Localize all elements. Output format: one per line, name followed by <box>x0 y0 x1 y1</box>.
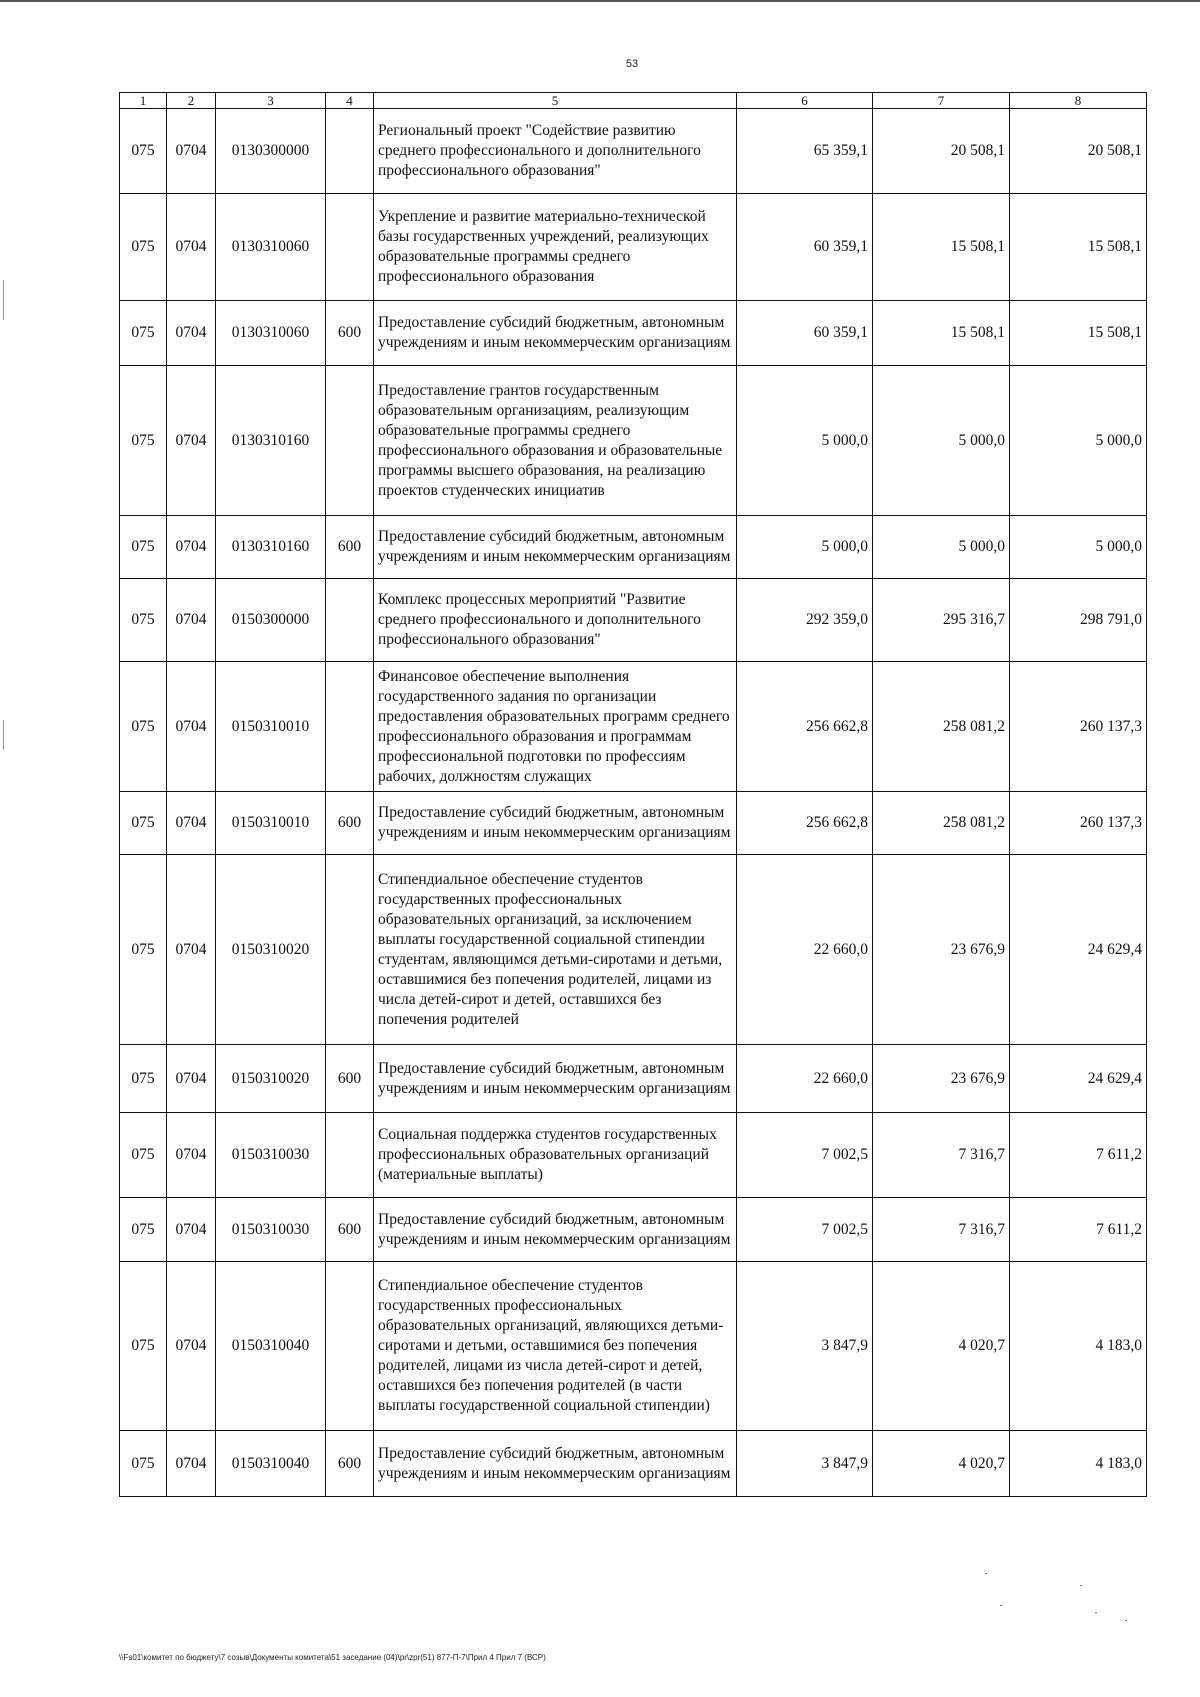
target-article-cell: 0130300000 <box>216 109 326 194</box>
target-article-cell: 0130310160 <box>216 516 326 579</box>
description-cell: Региональный проект "Содействие развитию среднего профессионального и дополнительного профессионального образования" <box>374 109 737 194</box>
section-code-cell: 0704 <box>167 1262 216 1431</box>
ministry-code-cell: 075 <box>120 1198 167 1262</box>
scan-speck <box>1125 1620 1127 1621</box>
amount-year1-cell: 7 002,5 <box>737 1113 873 1198</box>
expense-type-cell <box>326 366 374 516</box>
amount-year2-cell: 23 676,9 <box>873 855 1010 1045</box>
table-row <box>120 194 1147 301</box>
amount-year1-cell: 256 662,8 <box>737 662 873 792</box>
amount-year3-cell: 7 611,2 <box>1010 1113 1147 1198</box>
amount-year3-cell: 20 508,1 <box>1010 109 1147 194</box>
expense-type-cell <box>326 109 374 194</box>
amount-year2-cell: 295 316,7 <box>873 579 1010 662</box>
description-cell: Укрепление и развитие материально-технической базы государственных учреждений, реализующих образовательные программы среднего профессионального образования <box>374 194 737 301</box>
column-header: 7 <box>873 93 1010 109</box>
target-article-cell: 0130310160 <box>216 366 326 516</box>
target-article-cell: 0150310010 <box>216 662 326 792</box>
scan-margin-mark <box>3 720 4 750</box>
table-row <box>120 1045 1147 1113</box>
table-row <box>120 662 1147 792</box>
table-row <box>120 109 1147 194</box>
column-header: 5 <box>374 93 737 109</box>
scan-margin-mark <box>3 280 4 320</box>
description-cell: Предоставление субсидий бюджетным, автономным учреждениям и иным некоммерческим организациям <box>374 792 737 855</box>
amount-year2-cell: 7 316,7 <box>873 1113 1010 1198</box>
ministry-code-cell: 075 <box>120 194 167 301</box>
amount-year1-cell: 256 662,8 <box>737 792 873 855</box>
amount-year2-cell: 20 508,1 <box>873 109 1010 194</box>
target-article-cell: 0150310030 <box>216 1113 326 1198</box>
amount-year2-cell: 7 316,7 <box>873 1198 1010 1262</box>
table-row <box>120 792 1147 855</box>
expense-type-cell <box>326 662 374 792</box>
ministry-code-cell: 075 <box>120 109 167 194</box>
table-body <box>120 109 1147 1497</box>
amount-year3-cell: 260 137,3 <box>1010 662 1147 792</box>
ministry-code-cell: 075 <box>120 516 167 579</box>
expense-type-cell: 600 <box>326 516 374 579</box>
expense-type-cell <box>326 1113 374 1198</box>
description-cell: Финансовое обеспечение выполнения государственного задания по организации предоставления образовательных программ среднего профессионального образования и программам профессиональной подготовки по профессиям рабочих, должностям служащих <box>374 662 737 792</box>
section-code-cell: 0704 <box>167 1113 216 1198</box>
ministry-code-cell: 075 <box>120 579 167 662</box>
description-cell: Предоставление субсидий бюджетным, автономным учреждениям и иным некоммерческим организациям <box>374 1431 737 1497</box>
amount-year2-cell: 5 000,0 <box>873 516 1010 579</box>
section-code-cell: 0704 <box>167 662 216 792</box>
amount-year3-cell: 24 629,4 <box>1010 1045 1147 1113</box>
page-number: 53 <box>625 58 639 70</box>
amount-year3-cell: 4 183,0 <box>1010 1262 1147 1431</box>
target-article-cell: 0130310060 <box>216 301 326 366</box>
column-number-row <box>120 93 1147 109</box>
ministry-code-cell: 075 <box>120 855 167 1045</box>
section-code-cell: 0704 <box>167 792 216 855</box>
scan-top-edge <box>0 0 1200 2</box>
ministry-code-cell: 075 <box>120 1262 167 1431</box>
expense-type-cell: 600 <box>326 301 374 366</box>
section-code-cell: 0704 <box>167 516 216 579</box>
amount-year3-cell: 5 000,0 <box>1010 516 1147 579</box>
description-cell: Предоставление грантов государственным образовательным организациям, реализующим образовательные программы среднего профессионального образования и образовательные программы высшего образования, на реализацию проектов студенческих инициатив <box>374 366 737 516</box>
section-code-cell: 0704 <box>167 109 216 194</box>
amount-year1-cell: 3 847,9 <box>737 1262 873 1431</box>
amount-year1-cell: 3 847,9 <box>737 1431 873 1497</box>
amount-year3-cell: 260 137,3 <box>1010 792 1147 855</box>
amount-year2-cell: 258 081,2 <box>873 662 1010 792</box>
description-cell: Комплекс процессных мероприятий "Развитие среднего профессионального и дополнительного профессионального образования" <box>374 579 737 662</box>
table-row <box>120 1262 1147 1431</box>
amount-year3-cell: 298 791,0 <box>1010 579 1147 662</box>
amount-year1-cell: 22 660,0 <box>737 855 873 1045</box>
amount-year2-cell: 23 676,9 <box>873 1045 1010 1113</box>
amount-year2-cell: 5 000,0 <box>873 366 1010 516</box>
column-header: 4 <box>326 93 374 109</box>
file-path-footer: \\Fs01\комитет по бюджету\7 созыв\Документы комитета\51 заседание (04)\pr\zpr(51) 877-П-7\Прил 4 Прил 7 (ВСР) <box>119 1653 546 1662</box>
target-article-cell: 0130310060 <box>216 194 326 301</box>
description-cell: Предоставление субсидий бюджетным, автономным учреждениям и иным некоммерческим организациям <box>374 1045 737 1113</box>
amount-year3-cell: 5 000,0 <box>1010 366 1147 516</box>
description-cell: Предоставление субсидий бюджетным, автономным учреждениям и иным некоммерческим организациям <box>374 516 737 579</box>
expense-type-cell <box>326 194 374 301</box>
table-row <box>120 1198 1147 1262</box>
table-row <box>120 516 1147 579</box>
target-article-cell: 0150310010 <box>216 792 326 855</box>
description-cell: Стипендиальное обеспечение студентов государственных профессиональных образовательных организаций, являющихся детьми-сиротами и детьми, оставшимися без попечения родителей, лицами из числа детей-сирот и детей, оставшихся без попечения родителей (в части выплаты государственной социальной стипендии) <box>374 1262 737 1431</box>
table-row <box>120 301 1147 366</box>
section-code-cell: 0704 <box>167 579 216 662</box>
description-cell: Стипендиальное обеспечение студентов государственных профессиональных образовательных организаций, за исключением выплаты государственной социальной стипендии студентам, являющимся детьми-сиротами и детьми, оставшимися без попечения родителей, лицами из числа детей-сирот и детей, оставшихся без попечения родителей <box>374 855 737 1045</box>
ministry-code-cell: 075 <box>120 301 167 366</box>
expense-type-cell <box>326 579 374 662</box>
column-header: 3 <box>216 93 326 109</box>
amount-year1-cell: 5 000,0 <box>737 516 873 579</box>
section-code-cell: 0704 <box>167 194 216 301</box>
description-cell: Предоставление субсидий бюджетным, автономным учреждениям и иным некоммерческим организациям <box>374 1198 737 1262</box>
amount-year1-cell: 292 359,0 <box>737 579 873 662</box>
section-code-cell: 0704 <box>167 1045 216 1113</box>
target-article-cell: 0150310040 <box>216 1262 326 1431</box>
target-article-cell: 0150310040 <box>216 1431 326 1497</box>
amount-year3-cell: 4 183,0 <box>1010 1431 1147 1497</box>
expense-type-cell <box>326 855 374 1045</box>
table-row <box>120 855 1147 1045</box>
amount-year2-cell: 4 020,7 <box>873 1431 1010 1497</box>
ministry-code-cell: 075 <box>120 1113 167 1198</box>
description-cell: Социальная поддержка студентов государственных профессиональных образовательных организаций (материальные выплаты) <box>374 1113 737 1198</box>
amount-year3-cell: 15 508,1 <box>1010 301 1147 366</box>
table-row <box>120 1431 1147 1497</box>
section-code-cell: 0704 <box>167 301 216 366</box>
amount-year1-cell: 65 359,1 <box>737 109 873 194</box>
expense-type-cell <box>326 1262 374 1431</box>
amount-year1-cell: 7 002,5 <box>737 1198 873 1262</box>
ministry-code-cell: 075 <box>120 792 167 855</box>
expense-type-cell: 600 <box>326 1431 374 1497</box>
column-header: 2 <box>167 93 216 109</box>
amount-year1-cell: 60 359,1 <box>737 301 873 366</box>
column-header: 1 <box>120 93 167 109</box>
amount-year3-cell: 15 508,1 <box>1010 194 1147 301</box>
target-article-cell: 0150300000 <box>216 579 326 662</box>
expense-type-cell: 600 <box>326 1198 374 1262</box>
scan-speck <box>985 1573 987 1574</box>
section-code-cell: 0704 <box>167 1431 216 1497</box>
scan-speck <box>1095 1612 1097 1613</box>
amount-year2-cell: 15 508,1 <box>873 194 1010 301</box>
expense-type-cell: 600 <box>326 1045 374 1113</box>
amount-year3-cell: 7 611,2 <box>1010 1198 1147 1262</box>
budget-table <box>119 92 1147 1497</box>
target-article-cell: 0150310030 <box>216 1198 326 1262</box>
section-code-cell: 0704 <box>167 366 216 516</box>
section-code-cell: 0704 <box>167 855 216 1045</box>
amount-year1-cell: 60 359,1 <box>737 194 873 301</box>
table-row <box>120 1113 1147 1198</box>
scan-speck <box>1000 1605 1002 1606</box>
scan-speck <box>1080 1585 1082 1586</box>
target-article-cell: 0150310020 <box>216 855 326 1045</box>
ministry-code-cell: 075 <box>120 662 167 792</box>
table-row <box>120 579 1147 662</box>
amount-year3-cell: 24 629,4 <box>1010 855 1147 1045</box>
amount-year1-cell: 5 000,0 <box>737 366 873 516</box>
table-row <box>120 366 1147 516</box>
amount-year1-cell: 22 660,0 <box>737 1045 873 1113</box>
expense-type-cell: 600 <box>326 792 374 855</box>
column-header: 6 <box>737 93 873 109</box>
amount-year2-cell: 258 081,2 <box>873 792 1010 855</box>
description-cell: Предоставление субсидий бюджетным, автономным учреждениям и иным некоммерческим организациям <box>374 301 737 366</box>
target-article-cell: 0150310020 <box>216 1045 326 1113</box>
column-header: 8 <box>1010 93 1147 109</box>
amount-year2-cell: 15 508,1 <box>873 301 1010 366</box>
ministry-code-cell: 075 <box>120 1431 167 1497</box>
ministry-code-cell: 075 <box>120 366 167 516</box>
table-header <box>120 93 1147 109</box>
section-code-cell: 0704 <box>167 1198 216 1262</box>
amount-year2-cell: 4 020,7 <box>873 1262 1010 1431</box>
ministry-code-cell: 075 <box>120 1045 167 1113</box>
